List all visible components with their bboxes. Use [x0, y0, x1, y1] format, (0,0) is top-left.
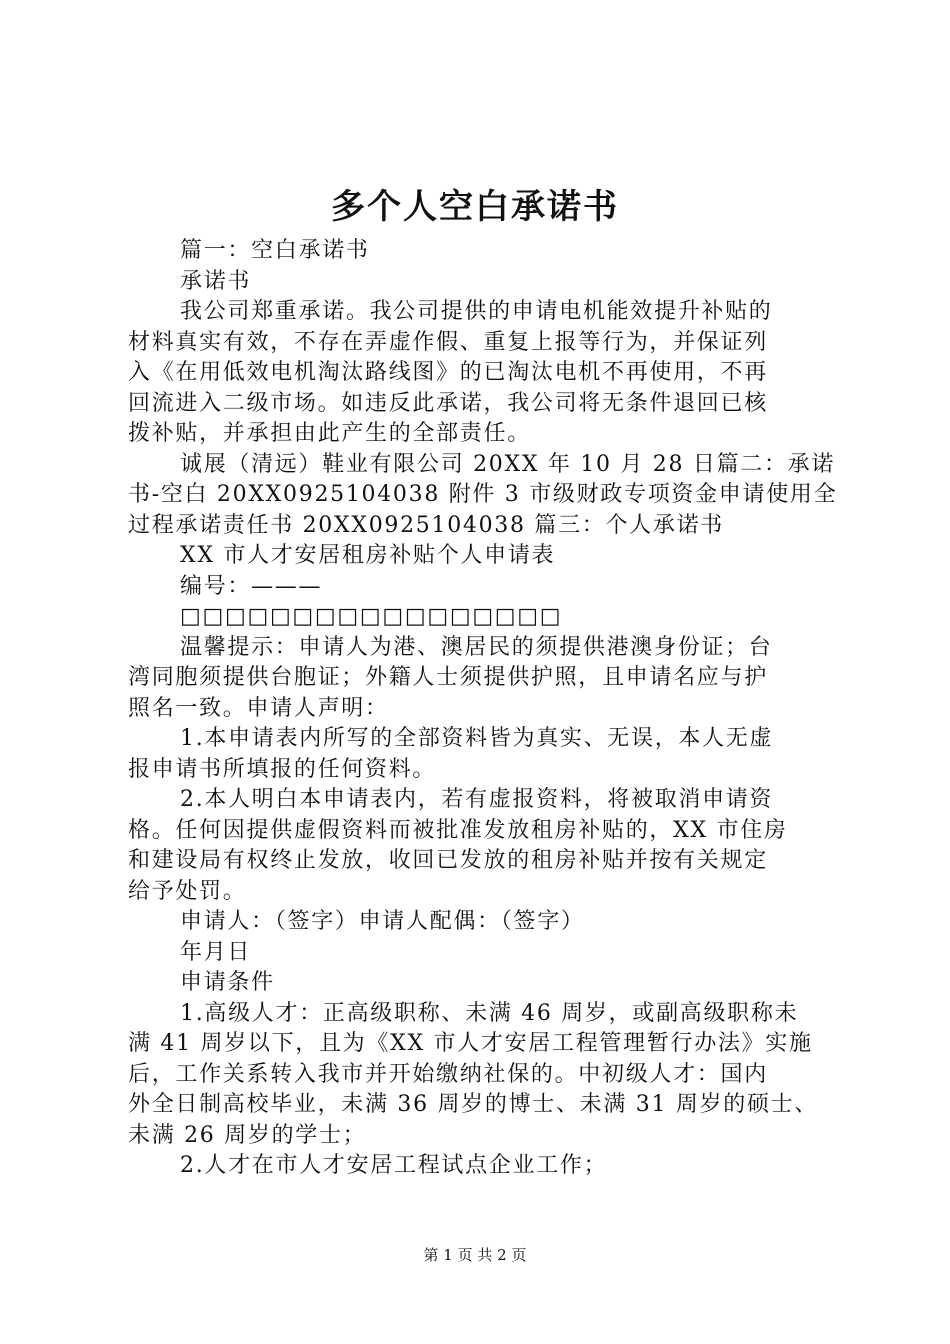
- text-line: 照名一致。申请人声明：: [128, 695, 389, 721]
- text-line: 未满 26 周岁的学士；: [128, 1122, 367, 1148]
- text-line: 回流进入二级市场。如违反此承诺，我公司将无条件退回已核: [128, 390, 768, 416]
- text-line: 湾同胞须提供台胞证；外籍人士须提供护照，且申请名应与护: [128, 665, 768, 690]
- document-title: 多个人空白承诺书: [331, 187, 619, 227]
- text-line: 申请人：（签字）申请人配偶：（签字）: [180, 909, 585, 934]
- text-line: 入《在用低效电机淘汰路线图》的已淘汰电机不再使用，不再: [128, 360, 768, 385]
- text-line: 报申请书所填报的任何资料。: [128, 756, 437, 782]
- text-line: 给予处罚。: [128, 878, 247, 904]
- text-line: 承诺书: [180, 268, 252, 294]
- text-line: 拨补贴，并承担由此产生的全部责任。: [128, 421, 531, 446]
- text-line: 满 41 周岁以下，且为《XX 市人才安居工程管理暂行办法》实施: [128, 1031, 813, 1056]
- text-line: 书-空白 20XX0925104038 附件 3 市级财政专项资金申请使用全: [128, 482, 838, 507]
- text-line: 材料真实有效，不存在弄虚作假、重复上报等行为，并保证列: [128, 329, 768, 355]
- text-line: 诚展（清远）鞋业有限公司 20XX 年 10 月 28 日篇二：承诺: [180, 451, 836, 477]
- text-line: 外全日制高校毕业，未满 36 周岁的博士、未满 31 周岁的硕士、: [128, 1092, 819, 1117]
- text-line: 我公司郑重承诺。我公司提供的申请电机能效提升补贴的: [180, 299, 773, 324]
- page-footer: 第 1 页 共 2 页: [423, 1246, 527, 1264]
- text-line: 篇一：空白承诺书: [180, 238, 370, 263]
- document-body: [128, 236, 848, 1182]
- text-line: 后，工作关系转入我市并开始缴纳社保的。中初级人才：国内: [128, 1061, 768, 1087]
- text-line: □□□□□□□□□□□□□□□□□: [180, 604, 563, 629]
- text-line: 过程承诺责任书 20XX0925104038 篇三：个人承诺书: [128, 512, 724, 538]
- text-line: 格。任何因提供虚假资料而被批准发放租房补贴的，XX 市住房: [128, 817, 788, 843]
- text-line: 1.高级人才：正高级职称、未满 46 周岁，或副高级职称未: [180, 1000, 799, 1026]
- text-line: 1.本申请表内所写的全部资料皆为真实、无误，本人无虚: [180, 726, 774, 751]
- text-line: 2.人才在市人才安居工程试点企业工作；: [180, 1153, 608, 1178]
- text-line: 温馨提示：申请人为港、澳居民的须提供港澳身份证；台: [180, 634, 773, 660]
- text-line: 年月日: [180, 939, 252, 965]
- text-line: 申请条件: [180, 970, 275, 995]
- text-line: XX 市人才安居租房补贴个人申请表: [180, 543, 556, 568]
- text-line: 和建设局有权终止发放，收回已发放的租房补贴并按有关规定: [128, 848, 768, 873]
- text-line: 编号：———: [180, 573, 323, 599]
- text-line: 2.本人明白本申请表内，若有虚报资料，将被取消申请资: [180, 787, 774, 812]
